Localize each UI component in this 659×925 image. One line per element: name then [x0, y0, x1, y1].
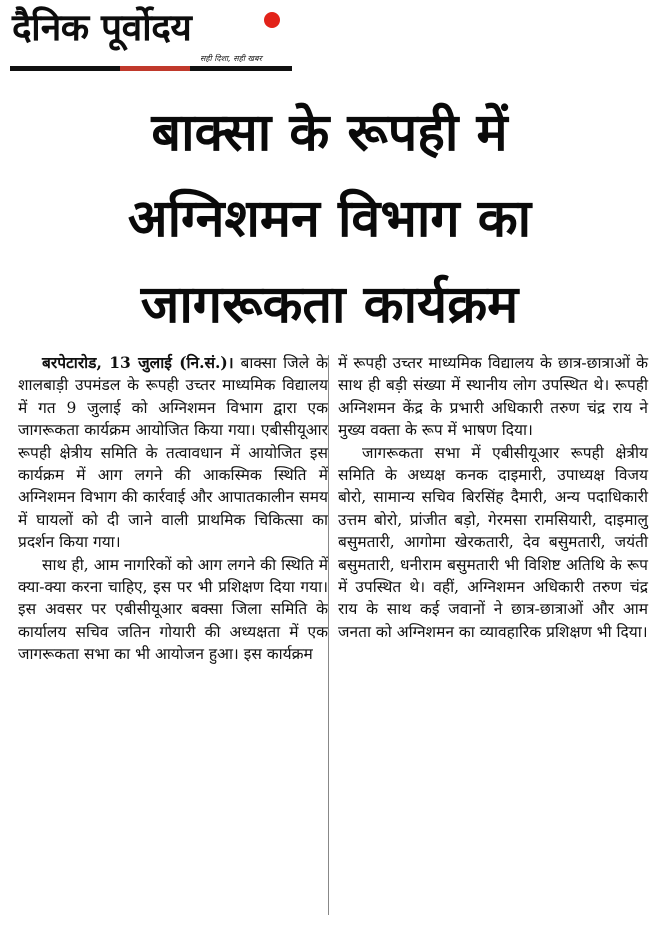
article-headline [14, 90, 645, 348]
headline-line-3: जागरूकता कार्यक्रम [140, 275, 519, 335]
article-paragraph: साथ ही, आम नागरिकों को आग लगने की स्थिति में क्या-क्या करना चाहिए, इस पर भी प्रशिक्षण दिया गया। इस अवसर पर एबीसीयूआर बक्सा जिला समिति के कार्यालय सचिव जतिन गोयारी की अध्यक्षता में एक जागरूकता सभा का भी आयोजन हुआ। इस कार्यक्रम [18, 555, 328, 664]
headline-line-1: बाक्सा के रूपही में [151, 103, 508, 163]
column-divider [328, 355, 329, 915]
dateline: बरपेटारोड, 13 जुलाई (नि.सं.)। [42, 353, 234, 372]
masthead [10, 4, 292, 70]
article-paragraph: जागरूकता सभा में एबीसीयूआर रूपही क्षेत्रीय समिति के अध्यक्ष कनक दाइमारी, उपाध्यक्ष विजय बोरो, सामान्य सचिव बिरसिंह दैमारी, अन्य पदाधिकारी उत्तम बोरो, प्रांजीत बड़ो, गेरमसा रामसियारी, दाइमालु बसुमतारी, आगोमा खेरकतारी, देव बसुमतारी, जयंती बसुमतारी, धनीराम बसुमतारी भी विशिष्ट अतिथि के रूप में उपस्थित थे। वहीं, अग्निशमन अधिकारी तरुण चंद्र राय के साथ कई जवानों ने छात्र-छात्राओं और आम जनता को अग्निशमन का व्यावहारिक प्रशिक्षण भी दिया। [338, 443, 648, 641]
article-column-right [338, 352, 648, 643]
article-paragraph: में रूपही उच्तर माध्यमिक विद्यालय के छात्र-छात्राओं के साथ ही बड़ी संख्या में स्थानीय लोग उपस्थित थे। रूपही अग्निशमन केंद्र के प्रभारी अधिकारी तरुण चंद्र राय ने मुख्य वक्ता के रूप में भाषण दिया। [338, 354, 648, 440]
masthead-accent-strip [120, 66, 190, 71]
headline-line-2: अग्निशमन विभाग का [127, 189, 532, 249]
paragraph-text: बाक्सा जिले के शालबाड़ी उपमंडल के रूपही उच्तर माध्यमिक विद्यालय में गत 9 जुलाई को अग्निशमन विभाग द्वारा एक जागरूकता कार्यक्रम आयोजित किया गया। एबीसीयूआर रूपही क्षेत्रीय समिति के तत्वावधान में आयोजित इस कार्यक्रम में आग लगने की आकस्मिक स्थिति में अग्निशमन विभाग की कार्रवाई और आपातकालीन समय में घायलों को दी जाने वाली प्राथमिक चिकित्सा का प्रदर्शन किया गया। [18, 354, 328, 552]
newspaper-logo: दैनिक पूर्वोदय [12, 6, 192, 49]
article-column-left [18, 352, 328, 666]
newspaper-tagline: सही दिशा, सही खबर [200, 54, 262, 63]
logo-dot-icon [264, 12, 280, 28]
article-paragraph [18, 352, 328, 554]
